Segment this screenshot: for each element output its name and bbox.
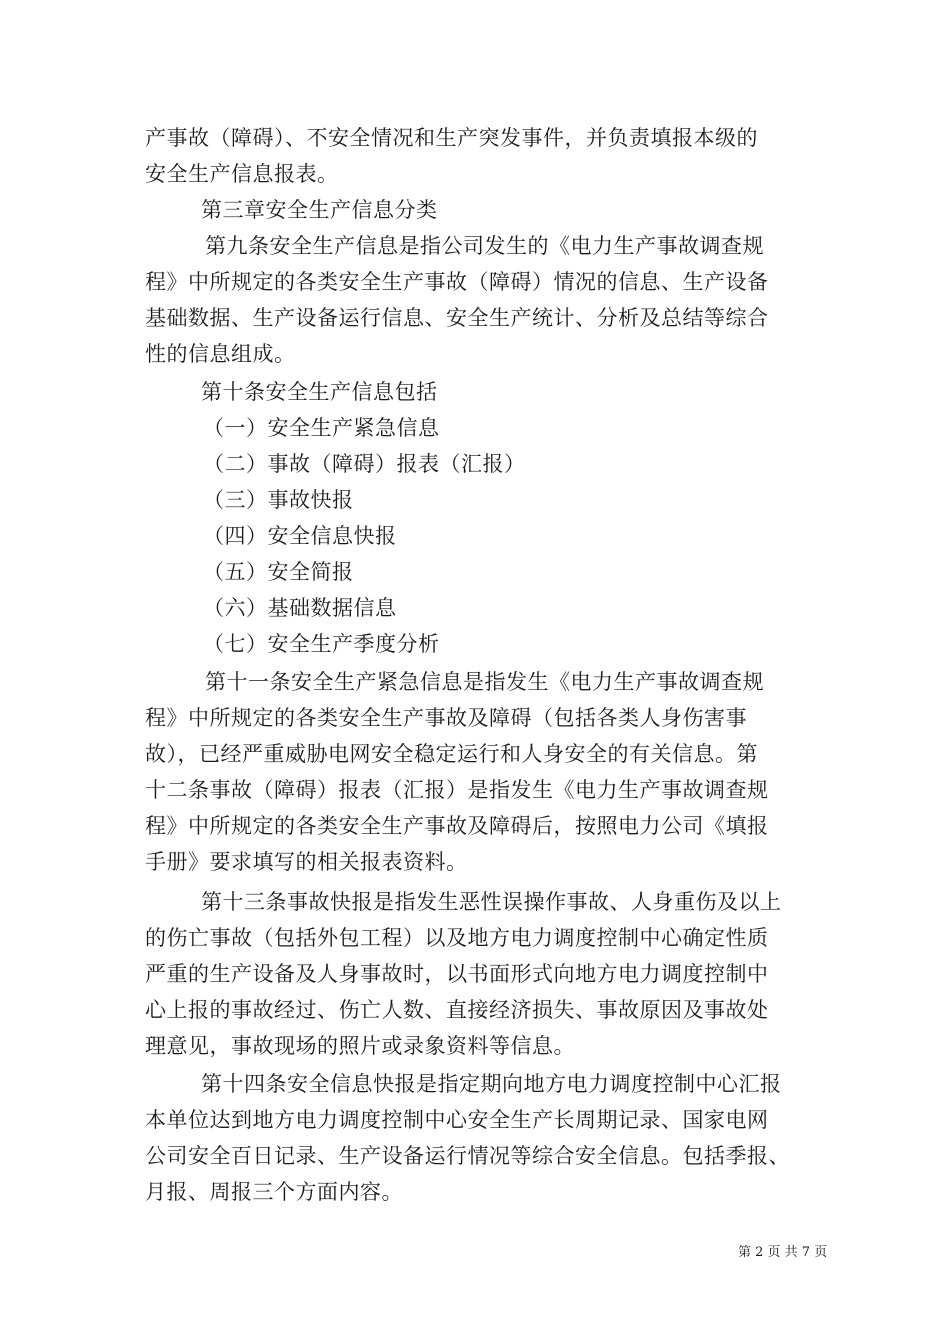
chapter-heading: 第三章安全生产信息分类 [201, 198, 438, 222]
text-line: 公司安全百日记录、生产设备运行情况等综合安全信息。包括季报、 [145, 1144, 790, 1168]
text-line: 理意见，事故现场的照片或录象资料等信息。 [145, 1034, 575, 1058]
text-line: 严重的生产设备及人身事故时，以书面形式向地方电力调度控制中 [145, 962, 769, 986]
text-line: 性的信息组成。 [145, 342, 296, 366]
text-line: 第十一条安全生产紧急信息是指发生《电力生产事故调查规 [205, 670, 764, 694]
text-line: 十二条事故（障碍）报表（汇报）是指发生《电力生产事故调查规 [145, 778, 769, 802]
list-item: （二）事故（障碍）报表（汇报） [203, 452, 526, 476]
text-line: 第九条安全生产信息是指公司发生的《电力生产事故调查规 [205, 234, 764, 258]
text-line: 程》中所规定的各类安全生产事故（障碍）情况的信息、生产设备 [145, 270, 769, 294]
text-line: 安全生产信息报表。 [145, 162, 339, 186]
list-item: （六）基础数据信息 [203, 596, 397, 620]
text-line: 月报、周报三个方面内容。 [145, 1180, 403, 1204]
list-item: （四）安全信息快报 [203, 524, 397, 548]
list-item: （一）安全生产紧急信息 [203, 416, 440, 440]
text-line: 手册》要求填写的相关报表资料。 [145, 850, 468, 874]
text-line: 的伤亡事故（包括外包工程）以及地方电力调度控制中心确定性质 [145, 926, 769, 950]
list-item: （三）事故快报 [203, 488, 354, 512]
text-line: 第十条安全生产信息包括 [201, 380, 438, 404]
text-line: 第十四条安全信息快报是指定期向地方电力调度控制中心汇报 [201, 1072, 782, 1096]
text-line: 程》中所规定的各类安全生产事故及障碍（包括各类人身伤害事 [145, 706, 747, 730]
text-line: 本单位达到地方电力调度控制中心安全生产长周期记录、国家电网 [145, 1108, 769, 1132]
page-number: 第 2 页 共 7 页 [738, 1245, 828, 1260]
text-line: 程》中所规定的各类安全生产事故及障碍后，按照电力公司《填报 [145, 814, 769, 838]
text-line: 心上报的事故经过、伤亡人数、直接经济损失、事故原因及事故处 [145, 998, 769, 1022]
list-item: （五）安全简报 [203, 560, 354, 584]
list-item: （七）安全生产季度分析 [203, 632, 440, 656]
text-line: 第十三条事故快报是指发生恶性误操作事故、人身重伤及以上 [201, 890, 782, 914]
text-line: 产事故（障碍）、不安全情况和生产突发事件，并负责填报本级的 [145, 126, 758, 150]
text-line: 故），已经严重威胁电网安全稳定运行和人身安全的有关信息。第 [145, 742, 758, 766]
text-line: 基础数据、生产设备运行信息、安全生产统计、分析及总结等综合 [145, 306, 769, 330]
